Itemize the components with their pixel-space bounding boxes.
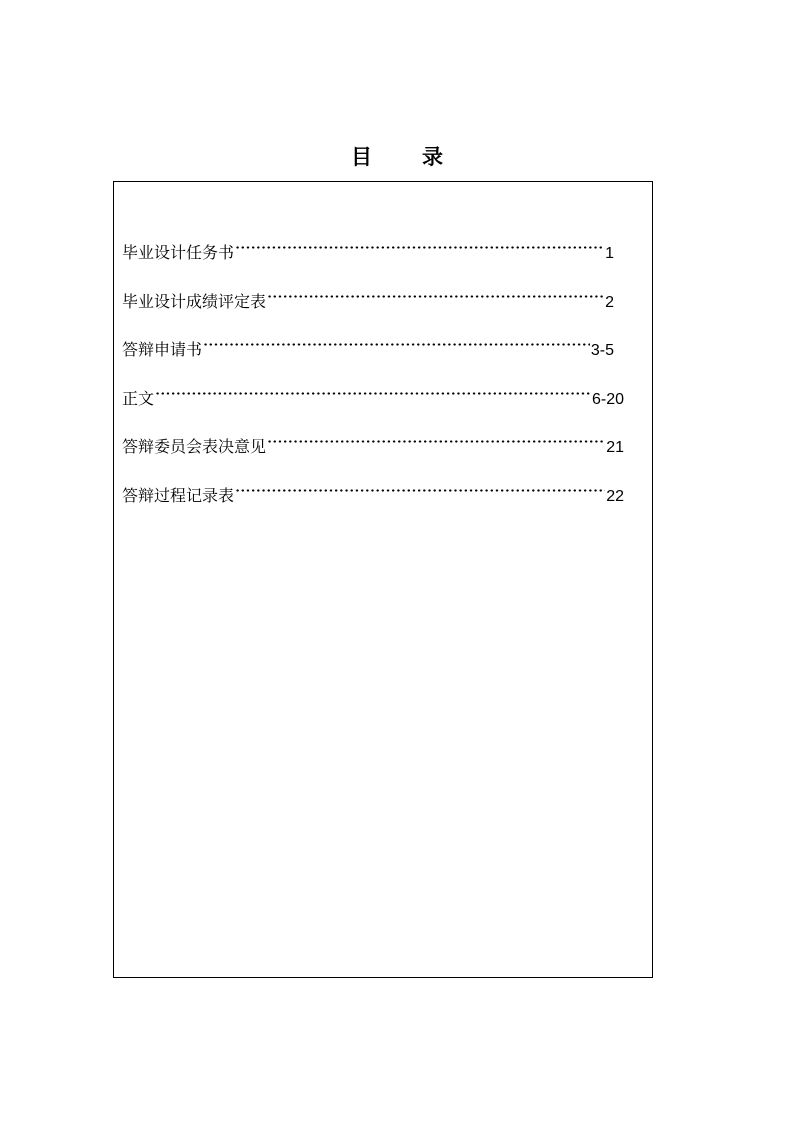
toc-entry[interactable] bbox=[122, 331, 614, 359]
page-title-char-1: 目 bbox=[351, 145, 372, 169]
toc-entry-page: 1 bbox=[605, 245, 614, 262]
toc-entry[interactable] bbox=[122, 428, 624, 456]
toc-entry-label: 正文 bbox=[122, 388, 155, 408]
table-of-contents-frame bbox=[113, 181, 653, 978]
toc-entry-page: 22 bbox=[606, 487, 624, 505]
toc-dot-leader bbox=[267, 283, 604, 307]
toc-entry[interactable] bbox=[122, 283, 614, 311]
toc-entry[interactable] bbox=[122, 477, 624, 505]
toc-entry-label: 答辩过程记录表 bbox=[122, 485, 235, 505]
toc-dot-leader bbox=[203, 331, 590, 355]
toc-entry-page: 6-20 bbox=[591, 390, 624, 408]
page-title bbox=[0, 143, 794, 171]
toc-entry-label: 答辩申请书 bbox=[122, 340, 203, 359]
toc-entry-label: 答辩委员会表决意见 bbox=[122, 437, 267, 456]
toc-dot-leader bbox=[235, 234, 604, 258]
toc-dot-leader bbox=[267, 428, 605, 452]
toc-entry-label: 毕业设计成绩评定表 bbox=[122, 291, 267, 311]
toc-entry-page: 2 bbox=[605, 293, 614, 311]
page-title-char-2: 录 bbox=[422, 145, 443, 169]
toc-entry-label: 毕业设计任务书 bbox=[122, 243, 235, 262]
toc-entry[interactable] bbox=[122, 380, 624, 408]
toc-entry-page: 3-5 bbox=[590, 342, 614, 359]
table-of-contents-list bbox=[122, 234, 622, 525]
toc-entry[interactable] bbox=[122, 234, 614, 262]
toc-dot-leader bbox=[155, 380, 591, 404]
toc-dot-leader bbox=[235, 477, 605, 501]
toc-entry-page: 21 bbox=[606, 439, 624, 456]
